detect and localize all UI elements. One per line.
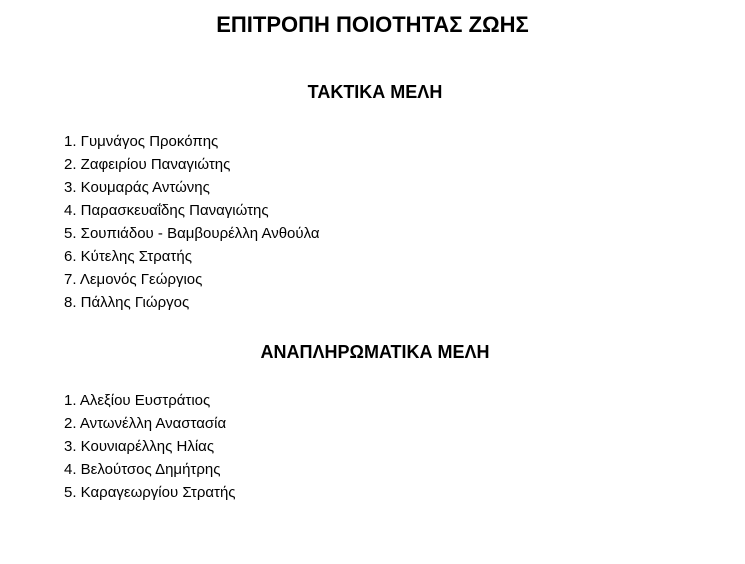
list-item: 3. Κουμαράς Αντώνης bbox=[64, 179, 210, 196]
regular-members-heading: ΤΑΚΤΙΚΑ ΜΕΛΗ bbox=[307, 82, 443, 102]
list-item: 5. Καραγεωργίου Στρατής bbox=[64, 484, 236, 501]
list-item: 3. Κουνιαρέλλης Ηλίας bbox=[64, 438, 215, 455]
list-item: 1. Αλεξίου Ευστράτιος bbox=[64, 392, 211, 409]
list-item: 7. Λεμονός Γεώργιος bbox=[64, 271, 203, 288]
page-title: ΕΠΙΤΡΟΠΗ ΠΟΙΟΤΗΤΑΣ ΖΩΗΣ bbox=[216, 12, 529, 37]
list-item: 6. Κύτελης Στρατής bbox=[64, 248, 192, 265]
list-item: 8. Πάλλης Γιώργος bbox=[64, 294, 190, 311]
list-item: 4. Βελούτσος Δημήτρης bbox=[64, 461, 221, 478]
alternate-members-list bbox=[64, 389, 236, 504]
regular-members-list bbox=[64, 130, 320, 314]
list-item: 2. Αντωνέλλη Αναστασία bbox=[64, 415, 227, 432]
alternate-members-heading: ΑΝΑΠΛΗΡΩΜΑΤΙΚΑ ΜΕΛΗ bbox=[260, 342, 490, 362]
list-item: 1. Γυμνάγος Προκόπης bbox=[64, 133, 219, 150]
list-item: 4. Παρασκευαΐδης Παναγιώτης bbox=[64, 202, 269, 219]
list-item: 5. Σουπιάδου - Βαμβουρέλλη Ανθούλα bbox=[64, 225, 320, 242]
list-item: 2. Ζαφειρίου Παναγιώτης bbox=[64, 156, 231, 173]
